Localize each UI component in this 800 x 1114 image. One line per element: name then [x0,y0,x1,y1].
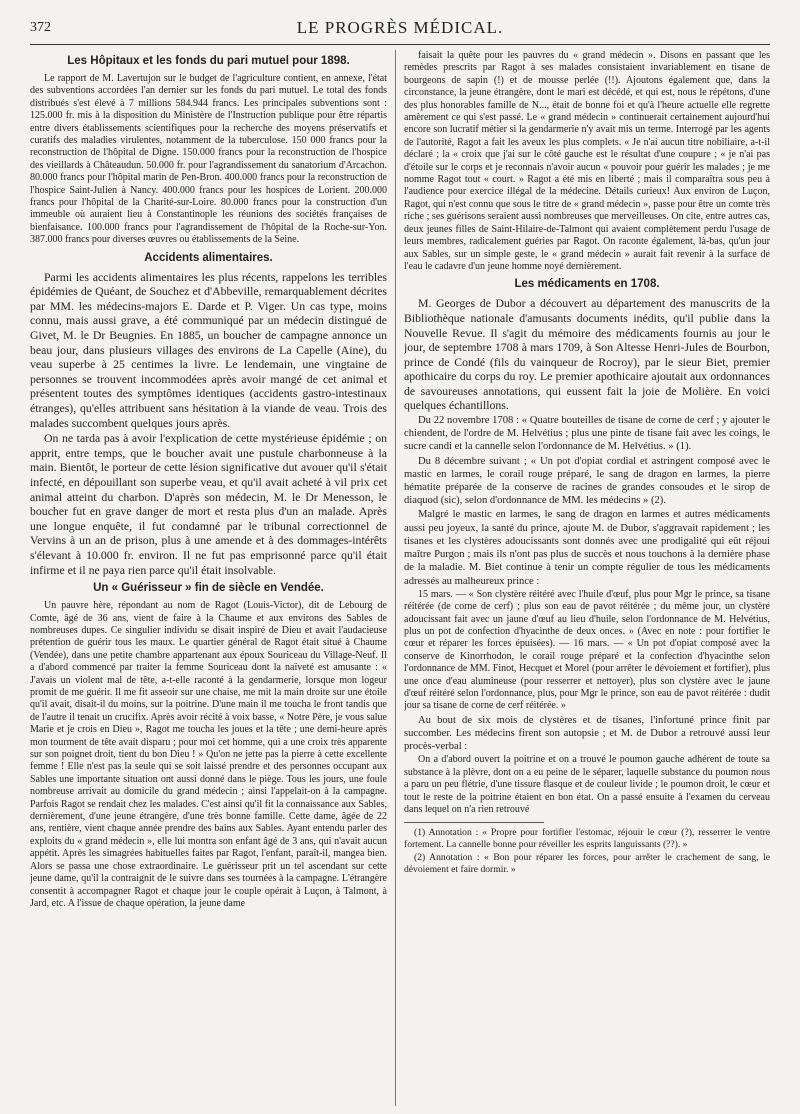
paragraph: Parmi les accidents alimentaires les plus récents, rappelons les terribles épidémies de Quéant, de Souchez et d'Abbeville, remarquablement décrites par MM. les médecins-majors E. Darde et P. Viger. Un cas type, moins connu, mais aussi grave, a été communiqué par un médecin distingué de Givet, M. le Dr Beugnies. En 1885, un boucher de campagne annonce un beau jour, dans plusieurs villages des environs de La Capelle (Aine), du veau superbe à 25 centimes la livre. Le lendemain, une vingtaine de personnes se trouvent incommodées après avoir mangé de cet animal et présentent toutes des symptômes identiques (accidents gastro-intestinaux étranges), qu'elles attribuent sans hésitation à la viande de veau. Trois des malades succombent quelques jours après. [30,269,387,430]
paragraph: On ne tarda pas à avoir l'explication de cette mystérieuse épidémie ; on apprit, entre temps, que le boucher avait une pustule charbonneuse à la main. Bientôt, le porteur de cette lésion significative dut avouer qu'il s'était infecté, en dépouillant son superbe veau, et qu'il avait acheté à vil prix cet animal atteint du charbon. D'après son médecin, M. le Dr Menesson, le boucher fut en grave danger de mort et resta plus d'un an malade. Après une longue enquête, il fut condamné par le tribunal correctionnel de Vervins à un an de prison, plus à une amende et à des dommages-intérêts s'élevant à 10.000 fr. environ. Il ne fut pas emprisonné parce qu'il était infirme et il ne paya rien parce qu'il était insolvable. [30,431,387,577]
right-column [404,50,770,1106]
column-divider [395,50,396,1106]
paragraph: Malgré le mastic en larmes, le sang de dragon en larmes et autres médicaments aussi peu joyeux, la santé du prince, ajoute M. de Dubor, s'aggravait rapidement ; les tisanes et les clystères adoucissants sont donnés avec une prodigalité qui eût réjoui maître Purgon ; mais ils n'ont pas plus de succès et nous touchons à la dernière phase de la maladie. M. Biet continue à tenir un compte régulier de tous les médicaments adressés au malheureux prince : [404,509,770,587]
footnote-rule [404,822,544,823]
section-title-accidents: Accidents alimentaires. [144,251,273,264]
paragraph: Du 22 novembre 1708 : « Quatre bouteilles de tisane de corne de cerf ; y ajouter le chiendent, de l'ordre de M. Helvétius ; plus une pinte de tisane fait avec les coings, le sucre candi et la cannelle selon l'ordonnance de M. Helvétius. » (1). [404,415,770,453]
running-header [30,18,770,45]
page-number: 372 [30,20,51,35]
footnote: (2) Annotation : « Bon pour réparer les forces, pour arrêter le crachement de sang, le dévoiement et faire dormir. » [404,852,770,876]
paragraph: Le rapport de M. Lavertujon sur le budget de l'agriculture contient, en annexe, l'état des subventions accordées l'an dernier sur les fonds du pari mutuel. Le total des fonds distribués s'est élevé à 7 millions 584.944 francs. Les principales subventions sont : 125.000 fr. mis à la disposition du Ministère de l'Instruction publique pour être répartis entre divers établissements scientifiques pour la recherche des moyens préservatifs et curatifs des maladies virulentes, notamment de la tuberculose. 150 000 francs pour la reconstruction de l'hôpital de Digne. 150.000 francs pour la reconstruction de l'hospice des vieillards à Châteaudun. 50.000 fr. pour l'agrandissement du sanatorium d'Arcachon. 80.000 francs pour l'hôpital marin de Pen-Bron. 400.000 francs pour la reconstruction de l'hospice Saint-Julien à Nancy. 400.000 francs pour les hospices de Lorient. 200.000 francs pour l'hôpital de la Charité-sur-Loire. 80.000 francs pour la construction d'un immeuble où auraient lieu à Constantinople les réunions des sociétés françaises de bienfaisance. 100.000 francs pour l'agrandissement de l'hôpital de la Roche-sur-Yon. 387.000 francs pour diverses œuvres ou établissements de la Seine. [30,73,387,246]
paragraph: On a d'abord ouvert la poitrine et on a trouvé le poumon gauche adhérent de toute sa substance à la plèvre, dont on a eu peine de le séparer, laquelle substance du poumon nous a paru un peu flétrie, d'une tissure flasque et de couleur livide ; le poumon droit, le cœur et tout le reste de la poitrine étaient en bon état. On a passé ensuite à l'examen du cerveau dans lequel on n'a rien retrouvé [404,754,770,815]
paragraph: M. Georges de Dubor a découvert au département des manuscrits de la Bibliothèque nationale d'amusants documents inédits, qu'il publie dans la Nouvelle Revue. Il s'agit du mémoire des médicaments fournis au jour le jour, de septembre 1708 à mars 1709, à Son Altesse Henri-Jules de Bourbon, prince de Condé (fils du vainqueur de Rocroy), par le sieur Biet, premier apothicaire du corps du roy. Le premier apothicaire ajoutait aux ordonnances de savoureuses annotations, qui eussent fait la joie de Molière. En voici quelques échantillons. [404,296,770,413]
section-title-medicaments: Les médicaments en 1708. [514,278,660,291]
paragraph: Au bout de six mois de clystères et de tisanes, l'infortuné prince finit par succomber. Les médecins firent son autopsie ; et M. de Dubor a retrouvé aussi leur procès-verbal : [404,714,770,753]
paragraph: Un pauvre hère, répondant au nom de Ragot (Louis-Victor), dit de Lebourg de Comte, âgé de 36 ans, vient de faire à la Chaume et aux environs des Sables de nombreuses dupes. Ce singulier individu se disait inspiré de Dieu et avait l'audacieuse prétention de guérir tous les maux. Le quartier général de Ragot était situé à Chaume (Vendée), dans une petite chambre appartenant aux époux Souriceau du Village-Neuf. Il a d'abord commencé par traiter la femme Souriceau dont la naïveté est amusante : « J'avais un violent mal de tête, a-t-elle raconté à la gendarmerie, lorsque mon logeur promit de me guérir. Il me fit asseoir sur une chaise, me mit la main droite sur une étoile qu'il avait, disait-il du moins, sur la poitrine. D'une main il me toucha le front tandis que de l'autre il tenait un crucifix. Après avoir récité à voix basse, « Notre Père, je vous salue Marie et je crois en Dieu », Ragot me toucha les joues et la tête ; une demi-heure après mon tourment de tête avait disparu ; pour moi cet homme, qui a une croix très apparente sur son poignet droit, tient du bon Dieu ! » Qu'on ne jette pas la pierre à cette excellente femme ! Elle n'est pas la seule qui se soit laissé prendre et des personnes occupant aux Sables une importante situation ont aussi donné dans le piège. Tous les jours, une foule nombreuse arrivait au domicile du grand médecin ; ainsi l'appelait-on à la campagne. Parfois Ragot se rendait chez les malades. C'est ainsi qu'il fit la connaissance aux Sables, dernièrement, d'une jeune étrangère, d'une très bonne famille. Cette dame, âgée de 22 ans, rentière, vient chaque année prendre des bains aux Sables. Ayant entendu parler des exploits du « grand médecin », elle lui montra son enfant âgé de 3 ans, qui n'avait aucun appétit. Après les simagrées habituelles faites par Ragot, l'enfant, paraît-il, mangea bien. Alors se passa une chose extraordinaire. Le guérisseur prit un tel ascendant sur cette jeune dame, qu'il la contraignit de le suivre dans ses tournées à la campagne. L'étrangère consentit à accompagner Ragot et chaque jour le couple opérait à Luçon, à Talmont, à Jard, etc. A l'issue de chaque opération, la jeune dame [30,600,387,909]
section-title-guerisseur: Un « Guérisseur » fin de siècle en Vendée. [93,582,324,595]
section-title-hopitaux: Les Hôpitaux et les fonds du pari mutuel pour 1898. [67,55,350,67]
left-column [30,50,387,1106]
paragraph: faisait la quête pour les pauvres du « grand médecin ». Disons en passant que les remèdes prescrits par Ragot à ses malades consistaient invariablement en tisane de bourgeons de sapin (!) et de mousse perlée (!!). Ajoutons également que, dans la circonstance, la jeune étrangère, dont le mari est décédé, et qui est, nous le répétons, d'une des plus honorables famille de N..., était de bonne foi et qu'à l'heure actuelle elle regrette amèrement ce qui s'est passé. Le « grand médecin » continuerait certainement aujourd'hui encore son lucratif métier si la gendarmerie n'y avait mis un terme. Interrogé par les agents de l'autorité, Ragot a fait les aveux les plus complets. « Je n'ai aucun titre nobiliaire, a-t-il déclaré ; la « croix que j'ai sur le côté gauche est le résultat d'une coupure ; « je n'ai pas d'étoile sur le corps et je reconnais n'avoir aucun « pouvoir pour guérir les malades ; je me nomme Ragot tout « court. » Ragot a été mis en liberté ; mais il comparaîtra sous peu à l'audience pour exercice illégal de la médecine. Détails curieux! Aux environ de Luçon, Ragot, qui n'est connu que sous le titre de « grand médecin », passe pour être un comte très riche ; ses guérisons seraient aussi nombreuses que merveilleuses. On cite, entre autres cas, deux jeunes filles de Saint-Hilaire-de-Talmont qui avaient complètement perdu l'usage de leurs membres, radicalement guéries par Ragot. On raconte également, là-bas, qu'un jour aux Sables, sur un simple geste, le « grand médecin » aurait fait revenir à la surface de l'eau le cadavre d'un jeune homme noyé dernièrement. [404,50,770,272]
running-title: LE PROGRÈS MÉDICAL. [296,18,504,37]
paragraph: Du 8 décembre suivant ; « Un pot d'opiat cordial et astringent composé avec le mastic en larmes, le corail rouge préparé, le sang de dragon en larmes, la pierre hématite préparée de la conserve de racines de grandes consoudes et le sirop de diaquod (sic), selon d'ordonnance de MM. les médecins » (2). [404,455,770,507]
paragraph: 15 mars. — « Son clystère réitéré avec l'huile d'œuf, plus pour Mgr le prince, sa tisane réitérée (de corne de cerf) ; plus son eau de pavot réitérée ; du même jour, un clystère adoucissant fait avec un jaune d'œuf au lieu d'huile, selon l'ordonnance de M. Helvétius, plus un pot de confection d'hyacinthe de deux onces. » (Avec en note : pour fortifier le cœur et réparer les forces épuisées). — 16 mars. — « Un pot d'opiat composé avec la conserve de Kinorrhodon, le corail rouge préparé et la confection d'hyacinthe selon l'ordonnance de MM. Finot, Hecquet et Morel (pour arrêter le dévoiement et fortifier), plus une once d'eau alumineuse (pour resserrer et nettoyer), plus son clystère avec le jaune d'œuf réitéré selon l'ordonnance, plus, pour Mgr le prince, son eau de pavot réitérée : dudit jour sa tisane de corne de cerf réitérée. » [404,588,770,712]
footnote: (1) Annotation : « Propre pour fortifier l'estomac, réjouir le cœur (?), resserrer le ventre fortement. La cannelle bonne pour réveiller les esprits languissants (??). » [404,827,770,851]
